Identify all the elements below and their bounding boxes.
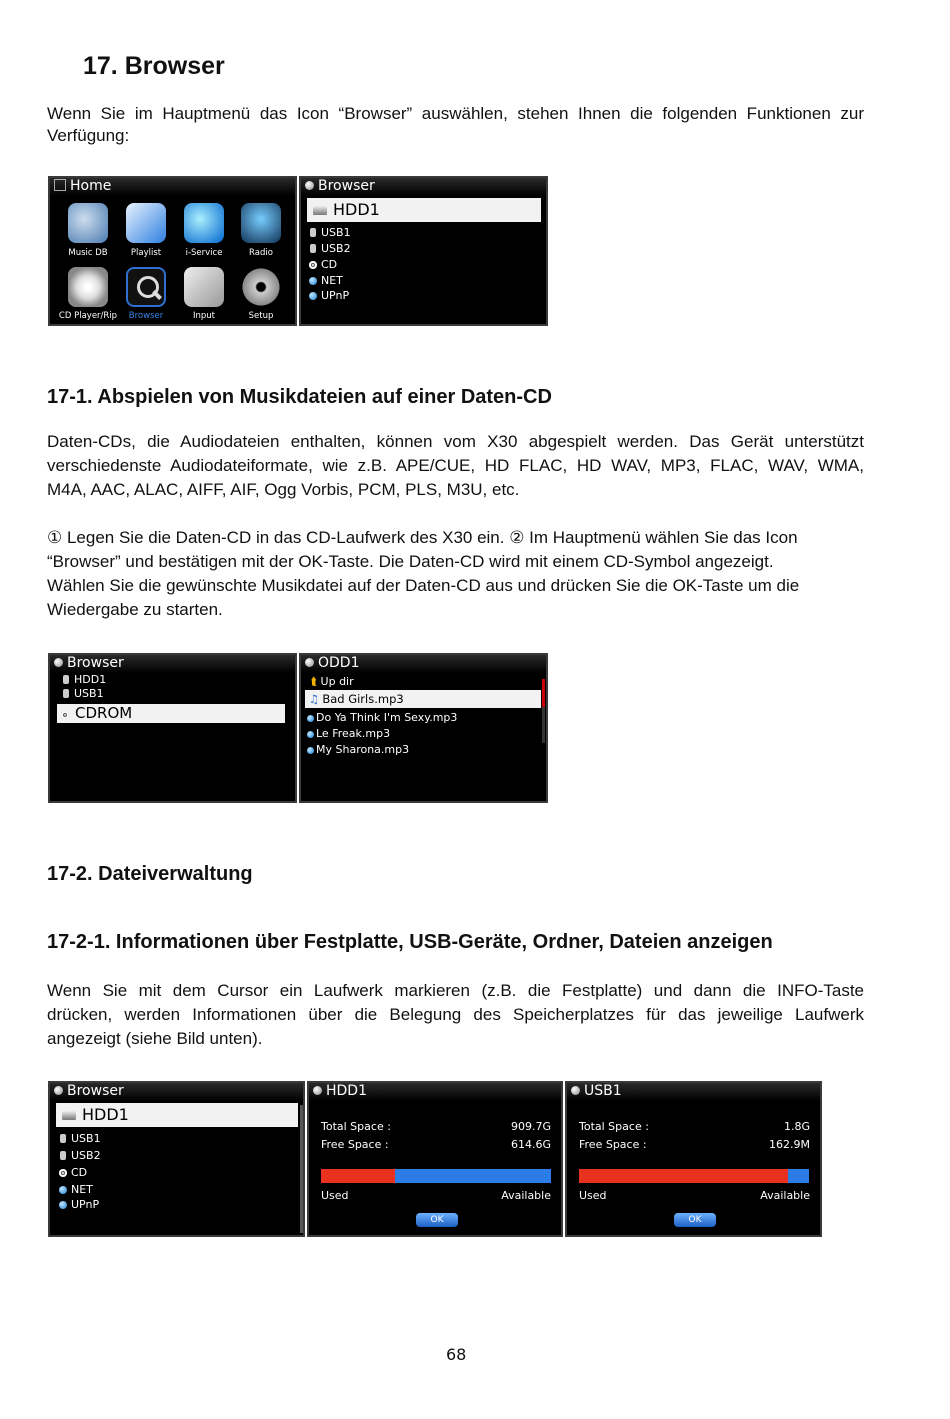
globe-icon bbox=[59, 1201, 67, 1209]
list-item-track[interactable]: Le Freak.mp3 bbox=[307, 727, 390, 740]
home-screen bbox=[48, 176, 297, 326]
list-item-net[interactable]: NET bbox=[309, 274, 343, 287]
music-file-icon bbox=[307, 731, 314, 738]
browser2-selected-item[interactable]: HDD1 bbox=[56, 1103, 298, 1127]
list-item-track[interactable]: My Sharona.mp3 bbox=[307, 743, 409, 756]
intro-line-2: Verfügung: bbox=[47, 126, 130, 145]
section-heading-17-1: 17-1. Abspielen von Musikdateien auf einer Daten-CD bbox=[47, 386, 552, 408]
page-heading: 17. Browser bbox=[83, 52, 225, 80]
hdd-available-label: Available bbox=[501, 1189, 551, 1202]
music-file-icon bbox=[307, 715, 314, 722]
intro-line-1: Wenn Sie im Hauptmenü das Icon “Browser” auswählen, stehen Ihnen die folgenden Funktionen zur bbox=[47, 104, 864, 123]
usb-icon bbox=[63, 689, 69, 698]
cd-icon bbox=[59, 1169, 67, 1177]
hdd-info-title: HDD1 bbox=[313, 1083, 557, 1100]
s21-line-3: angezeigt (siehe Bild unten). bbox=[47, 1029, 263, 1048]
usb-icon bbox=[310, 244, 316, 253]
s1-p2-line-4: Wiedergabe zu starten. bbox=[47, 600, 223, 619]
list-item-updir[interactable]: ⮬ Up dir bbox=[311, 675, 354, 688]
music-db-icon[interactable] bbox=[68, 203, 108, 243]
ok-button[interactable]: OK bbox=[416, 1213, 458, 1227]
usb-info-title: USB1 bbox=[571, 1083, 816, 1100]
s21-line-2: drücken, werden Informationen über die Belegung des Speicherplatzes für das jeweilige Laufwerk bbox=[47, 1005, 864, 1024]
usb-icon bbox=[310, 228, 316, 237]
music-note-icon: ♫ bbox=[309, 692, 320, 706]
hdd-info-dialog bbox=[307, 1081, 563, 1237]
list-item-net[interactable]: NET bbox=[59, 1183, 93, 1196]
list-item-upnp[interactable]: UPnP bbox=[59, 1198, 99, 1211]
input-icon[interactable] bbox=[184, 267, 224, 307]
hdd-free-label: Free Space : bbox=[321, 1138, 389, 1151]
setup-gear-icon[interactable] bbox=[241, 267, 281, 307]
usb-total-label: Total Space : bbox=[579, 1120, 649, 1133]
hdd-total-label: Total Space : bbox=[321, 1120, 391, 1133]
list-item-upnp[interactable]: UPnP bbox=[309, 289, 349, 302]
s1-p2-line-3: Wählen Sie die gewünschte Musikdatei auf der Daten-CD aus und drücken Sie die OK-Taste um die bbox=[47, 576, 800, 595]
search-icon bbox=[313, 1086, 322, 1095]
browser-icon[interactable] bbox=[126, 267, 166, 307]
music-file-icon bbox=[307, 747, 314, 754]
browser-screen-2 bbox=[48, 1081, 305, 1237]
usb-used-fill bbox=[579, 1169, 788, 1183]
list-item-cd[interactable]: CD bbox=[309, 258, 337, 271]
list-item-track[interactable]: Do Ya Think I'm Sexy.mp3 bbox=[307, 711, 457, 724]
globe-icon bbox=[309, 277, 317, 285]
browser-selected-item[interactable]: HDD1 bbox=[307, 198, 541, 222]
home-title: Home bbox=[54, 178, 291, 195]
home-label-music-db: Music DB bbox=[68, 248, 108, 258]
i-service-icon[interactable] bbox=[184, 203, 224, 243]
odd-title: ODD1 bbox=[305, 655, 542, 672]
s1-p1-line-2: verschiedenste Audiodateiformate, wie z.B. APE/CUE, HD FLAC, HD WAV, MP3, FLAC, WAV, WMA, bbox=[47, 456, 864, 475]
search-icon bbox=[305, 658, 314, 667]
s21-line-1: Wenn Sie mit dem Cursor ein Laufwerk markieren (z.B. die Festplatte) und dann die INFO-Taste bbox=[47, 981, 864, 1000]
hdd-used-label: Used bbox=[321, 1189, 349, 1202]
list-item-usb2[interactable]: USB2 bbox=[59, 1149, 101, 1162]
browser-screen bbox=[299, 176, 548, 326]
cd-icon bbox=[61, 711, 69, 719]
hdd-total-value: 909.7G bbox=[510, 1120, 551, 1133]
usb-free-label: Free Space : bbox=[579, 1138, 647, 1151]
hdd-icon bbox=[313, 206, 327, 215]
usb-available-label: Available bbox=[760, 1189, 810, 1202]
playlist-icon[interactable] bbox=[126, 203, 166, 243]
section-heading-17-2: 17-2. Dateiverwaltung bbox=[47, 863, 253, 885]
usb-icon bbox=[60, 1134, 66, 1143]
hdd-free-value: 614.6G bbox=[510, 1138, 551, 1151]
odd-selected-item[interactable]: ♫ Bad Girls.mp3 bbox=[305, 690, 541, 708]
s1-p2-line-2: “Browser” und bestätigen mit der OK-Taste. Die Daten-CD wird mit einem CD-Symbol angezeigt. bbox=[47, 552, 774, 571]
usb-info-dialog bbox=[565, 1081, 822, 1237]
list-item-usb1[interactable]: USB1 bbox=[62, 687, 104, 700]
ok-button[interactable]: OK bbox=[674, 1213, 716, 1227]
list-item-hdd1[interactable]: HDD1 bbox=[62, 673, 106, 686]
usb-total-value: 1.8G bbox=[783, 1120, 810, 1133]
s1-p2-line-1: ① Legen Sie die Daten-CD in das CD-Laufwerk des X30 ein. ② Im Hauptmenü wählen Sie das Icon bbox=[47, 528, 798, 547]
search-icon bbox=[571, 1086, 580, 1095]
list-item-usb1[interactable]: USB1 bbox=[59, 1132, 101, 1145]
list-item-usb1[interactable]: USB1 bbox=[309, 226, 351, 239]
home-label-cd-player: CD Player/Rip bbox=[58, 311, 118, 321]
search-icon bbox=[54, 1086, 63, 1095]
search-icon bbox=[305, 181, 314, 190]
usb-free-value: 162.9M bbox=[769, 1138, 810, 1151]
home-label-radio: Radio bbox=[249, 248, 273, 258]
hdd-usage-bar bbox=[321, 1169, 551, 1183]
search-icon bbox=[54, 658, 63, 667]
globe-icon bbox=[309, 292, 317, 300]
home-label-input: Input bbox=[192, 311, 215, 321]
hdd-icon bbox=[63, 675, 69, 684]
scrollbar[interactable] bbox=[300, 1105, 303, 1233]
hdd-used-fill bbox=[321, 1169, 395, 1183]
browser-title: Browser bbox=[305, 178, 542, 195]
up-arrow-icon: ⮬ bbox=[311, 675, 318, 688]
hdd-icon bbox=[62, 1111, 76, 1120]
home-label-playlist: Playlist bbox=[130, 248, 162, 258]
scrollbar[interactable] bbox=[542, 679, 545, 743]
browser2-title: Browser bbox=[54, 1083, 299, 1100]
usb-usage-bar bbox=[579, 1169, 809, 1183]
s1-p1-line-1: Daten-CDs, die Audiodateien enthalten, können vom X30 abgespielt werden. Das Gerät unterstützt bbox=[47, 432, 864, 451]
usb-icon bbox=[60, 1151, 66, 1160]
home-label-i-service: i-Service bbox=[185, 248, 223, 258]
browser-cd-title: Browser bbox=[54, 655, 291, 672]
section-heading-17-2-1: 17-2-1. Informationen über Festplatte, USB-Geräte, Ordner, Dateien anzeigen bbox=[47, 931, 773, 953]
browser-cd-selected-item[interactable]: CDROM bbox=[57, 704, 285, 723]
browser-cd-screen bbox=[48, 653, 297, 803]
odd-screen bbox=[299, 653, 548, 803]
list-item-cd[interactable]: CD bbox=[59, 1166, 87, 1179]
radio-icon[interactable] bbox=[241, 203, 281, 243]
home-label-browser: Browser bbox=[128, 311, 164, 321]
s1-p1-line-3: M4A, AAC, ALAC, AIFF, AIF, Ogg Vorbis, PCM, PLS, M3U, etc. bbox=[47, 480, 520, 499]
home-grid-icon bbox=[54, 179, 66, 191]
usb-used-label: Used bbox=[579, 1189, 607, 1202]
home-label-setup: Setup bbox=[248, 311, 274, 321]
cd-player-icon[interactable] bbox=[68, 267, 108, 307]
globe-icon bbox=[59, 1186, 67, 1194]
cd-icon bbox=[309, 261, 317, 269]
page-number: 68 bbox=[446, 1345, 467, 1364]
list-item-usb2[interactable]: USB2 bbox=[309, 242, 351, 255]
